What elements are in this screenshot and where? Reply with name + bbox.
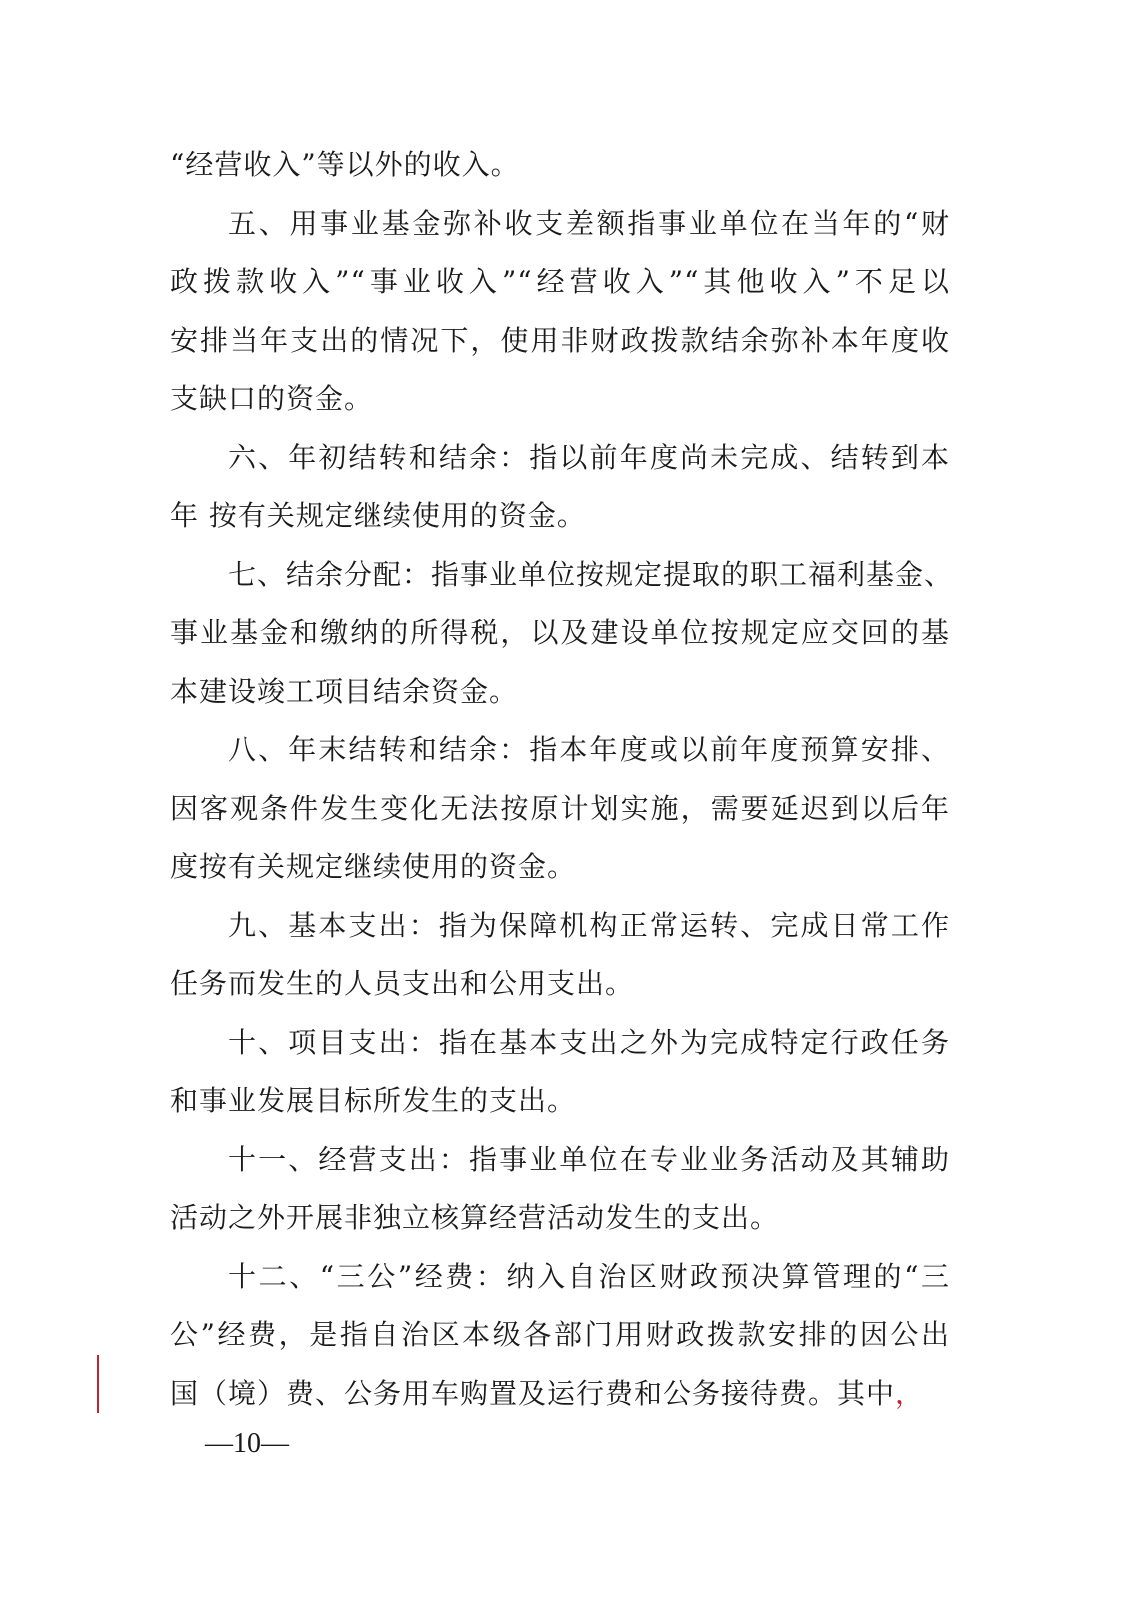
paragraph-line: 因客观条件发生变化无法按原计划实施，需要延迟到以后年 <box>170 791 950 825</box>
body-text <box>170 136 954 1423</box>
paragraph-line: 十一、经营支出：指事业单位在专业业务活动及其辅助 <box>228 1142 950 1176</box>
paragraph-line: 活动之外开展非独立核算经营活动发生的支出。 <box>170 1201 780 1234</box>
paragraph-line: “经营收入”等以外的收入。 <box>170 148 520 181</box>
paragraph-line: 公”经费，是指自治区本级各部门用财政拨款安排的因公出 <box>170 1318 950 1351</box>
final-line-text: 国（境）费、公务用车购置及运行费和公务接待费。其中 <box>170 1376 896 1410</box>
paragraph-line: 政拨款收入”“事业收入”“经营收入”“其他收入”不足以 <box>170 265 950 298</box>
paragraph-line: 本建设竣工项目结余资金。 <box>170 674 519 708</box>
paragraph-line: 六、年初结转和结余：指以前年度尚未完成、结转到本 <box>228 440 950 474</box>
paragraph-line: 事业基金和缴纳的所得税，以及建设单位按规定应交回的基 <box>170 616 950 649</box>
paragraph-line: 七、结余分配：指事业单位按规定提取的职工福利基金、 <box>228 557 954 591</box>
paragraph-line: 年 按有关规定继续使用的资金。 <box>170 499 586 532</box>
red-correction-mark: ， <box>895 1376 925 1410</box>
paragraph-line: 八、年末结转和结余：指本年度或以前年度预算安排、 <box>228 733 950 766</box>
paragraph-line: 五、用事业基金弥补收支差额指事业单位在当年的“财 <box>228 206 950 240</box>
page-number: —10— <box>205 1428 289 1459</box>
paragraph-line-final <box>170 1365 950 1424</box>
paragraph-line: 任务而发生的人员支出和公用支出。 <box>170 967 635 1000</box>
paragraph-line: 和事业发展目标所发生的支出。 <box>170 1084 577 1117</box>
paragraph-line: 十二、“三公”经费：纳入自治区财政预决算管理的“三 <box>228 1259 950 1293</box>
paragraph-line: 度按有关规定继续使用的资金。 <box>170 850 577 883</box>
paragraph-line: 九、基本支出：指为保障机构正常运转、完成日常工作 <box>228 908 950 942</box>
paragraph-line: 安排当年支出的情况下，使用非财政拨款结余弥补本年度收 <box>170 323 950 357</box>
paragraph-line: 支缺口的资金。 <box>170 382 374 415</box>
red-margin-rule <box>97 1355 99 1413</box>
paragraph-line: 十、项目支出：指在基本支出之外为完成特定行政任务 <box>228 1025 950 1059</box>
